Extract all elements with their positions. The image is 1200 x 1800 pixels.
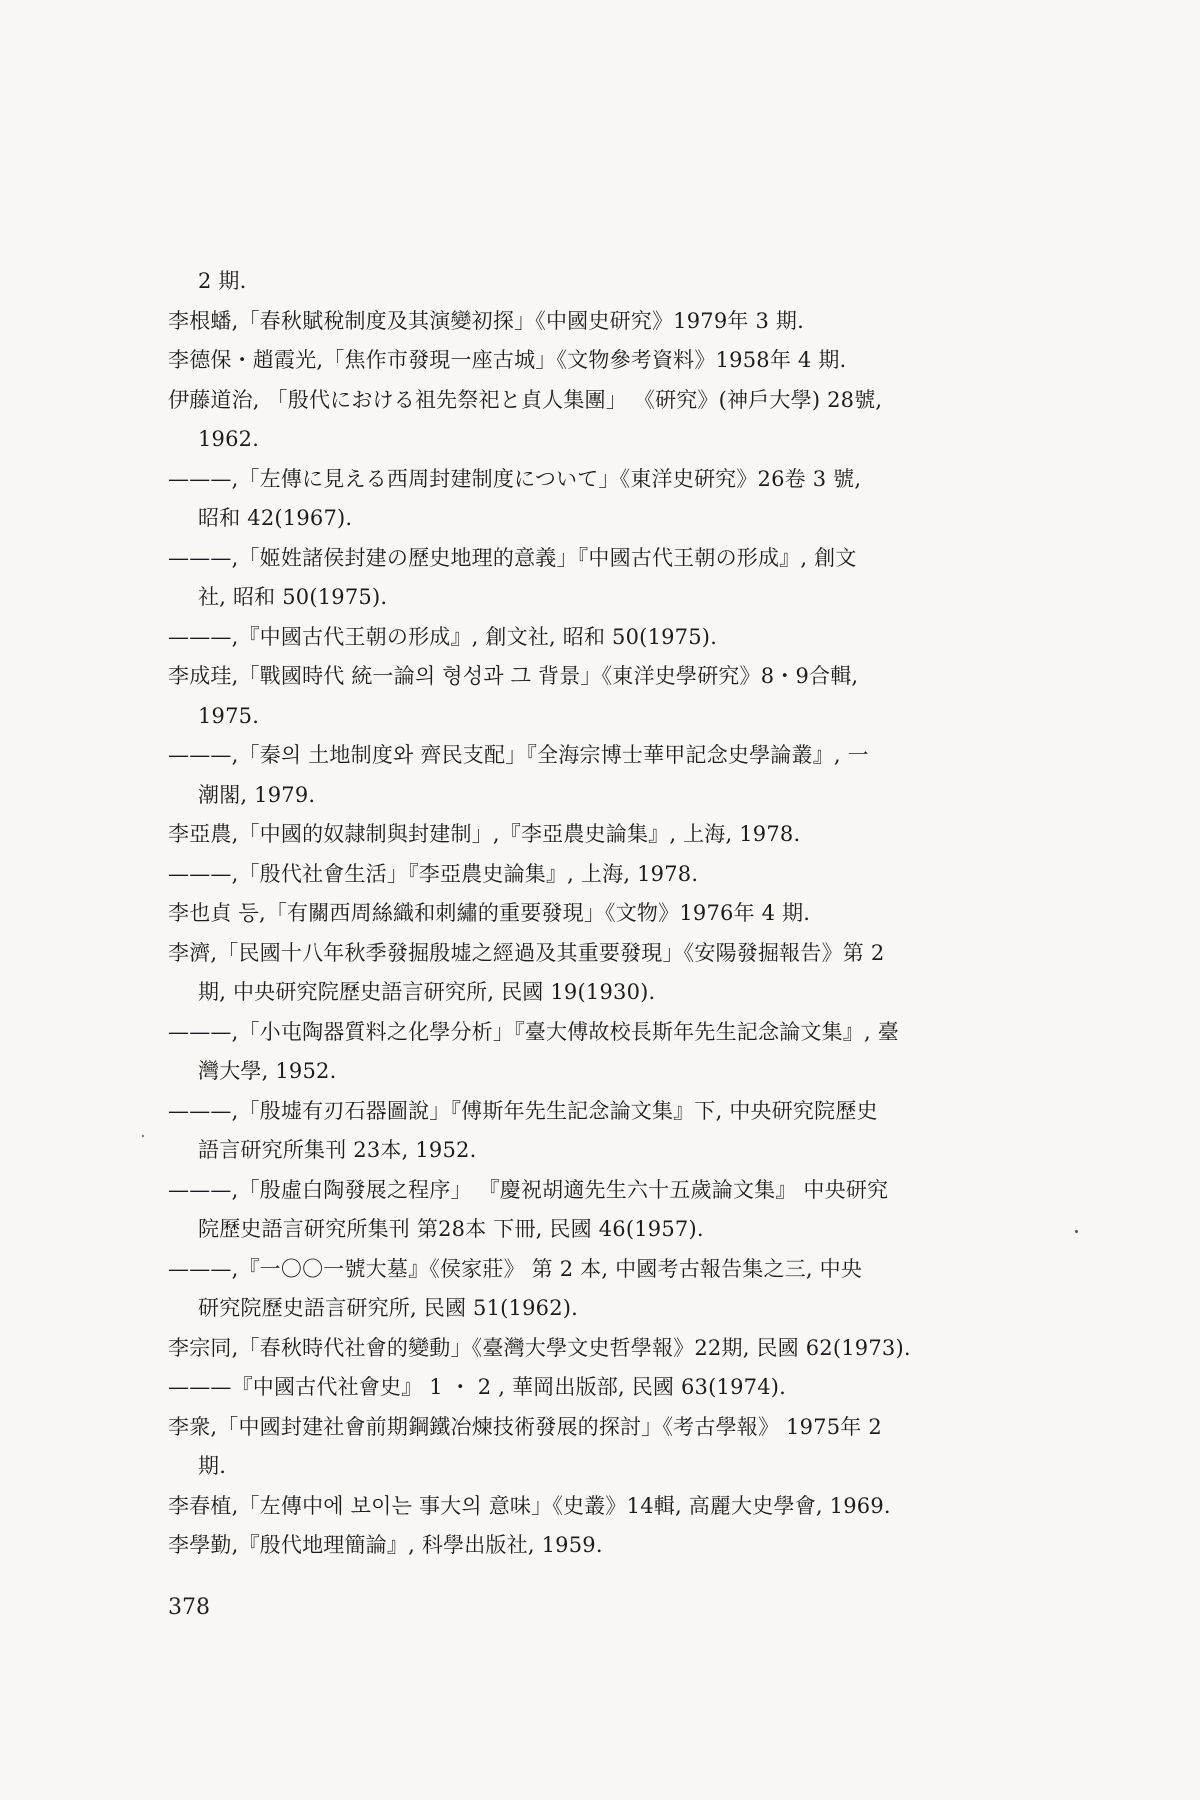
- bib-line: 期, 中央研究院歷史語言研究所, 民國 19(1930).: [198, 980, 656, 1004]
- bib-line: 院歷史語言研究所集刊 第28本 下冊, 民國 46(1957).: [198, 1217, 704, 1241]
- scan-speck: [1075, 1230, 1078, 1233]
- bib-line: 李衆,「中國封建社會前期鋼鐵冶煉技術發展的探討」《考古學報》 1975年 2: [168, 1414, 882, 1439]
- bib-line: ———,「殷墟有刃石器圖說」『傅斯年先生記念論文集』下, 中央研究院歷史: [168, 1098, 878, 1123]
- bib-line: ———,「殷虛白陶發展之程序」 『慶祝胡適先生六十五歲論文集』 中央研究: [168, 1177, 889, 1202]
- bib-line: 灣大學, 1952.: [198, 1059, 337, 1083]
- bib-line: 研究院歷史語言研究所, 民國 51(1962).: [198, 1296, 579, 1320]
- bib-line: 李宗同,「春秋時代社會的變動」《臺灣大學文史哲學報》22期, 民國 62(1973).: [168, 1335, 911, 1360]
- bib-line: 2 期.: [198, 269, 247, 293]
- bib-line: 李根蟠,「春秋賦稅制度及其演變初探」《中國史研究》1979年 3 期.: [168, 308, 805, 333]
- bib-line: 李學勤,『殷代地理簡論』, 科學出版社, 1959.: [168, 1533, 603, 1557]
- bib-line: 1962.: [198, 427, 260, 451]
- bib-line: ———『中國古代社會史』 1 ・ 2 , 華岡出版部, 民國 63(1974).: [168, 1375, 787, 1399]
- bib-line: ———,「秦의 土地制度와 齊民支配」『全海宗博士華甲記念史學論叢』, 一: [168, 743, 869, 767]
- bib-line: 1975.: [198, 703, 260, 728]
- page-number: 378: [168, 1595, 210, 1620]
- bib-line: 李也貞 등,「有關西周絲織和刺繡的重要發現」《文物》1976年 4 期.: [168, 901, 811, 925]
- bib-line: ———,「左傳に見える西周封建制度について」《東洋史硏究》26卷 3 號,: [168, 466, 862, 491]
- bib-line: 潮閣, 1979.: [198, 782, 316, 807]
- bib-line: ———,『中國古代王朝の形成』, 創文社, 昭和 50(1975).: [168, 624, 718, 649]
- bib-line: 李濟,「民國十八年秋季發掘殷墟之經過及其重要發現」《安陽發掘報告》第 2: [168, 940, 885, 965]
- scan-speck: [142, 1135, 144, 1137]
- bib-line: 社, 昭和 50(1975).: [198, 585, 388, 609]
- bib-line: 昭和 42(1967).: [198, 506, 353, 530]
- bib-line: ———,「殷代社會生活」『李亞農史論集』, 上海, 1978.: [168, 861, 699, 886]
- bib-line: 李亞農,「中國的奴隷制與封建制」,『李亞農史論集』, 上海, 1978.: [168, 822, 801, 846]
- bib-line: ———,『一〇〇一號大墓』《侯家莊》 第 2 本, 中國考古報告集之三, 中央: [168, 1256, 863, 1281]
- bib-line: 李成珪,「戰國時代 統一論의 형성과 그 背景」《東洋史學硏究》8・9合輯,: [168, 664, 859, 688]
- bib-line: 李春植,「左傳中에 보이는 事大의 意味」《史叢》14輯, 高麗大史學會, 1969.: [168, 1493, 891, 1518]
- bibliography-list: [168, 262, 998, 1566]
- bib-line: ———,「姬姓諸侯封建の歷史地理的意義」『中國古代王朝の形成』, 創文: [168, 545, 857, 570]
- bib-line: 語言研究所集刊 23本, 1952.: [198, 1138, 477, 1162]
- bib-line: ———,「小屯陶器質料之化學分析」『臺大傅故校長斯年先生記念論文集』, 臺: [168, 1019, 899, 1044]
- bib-line: 李德保・趙霞光,「焦作市發現一座古城」《文物參考資料》1958年 4 期.: [168, 348, 847, 372]
- bib-line: 期.: [198, 1454, 227, 1478]
- bib-line: 伊藤道治, 「殷代における祖先祭祀と貞人集團」 《硏究》(神戶大學) 28號,: [168, 387, 883, 412]
